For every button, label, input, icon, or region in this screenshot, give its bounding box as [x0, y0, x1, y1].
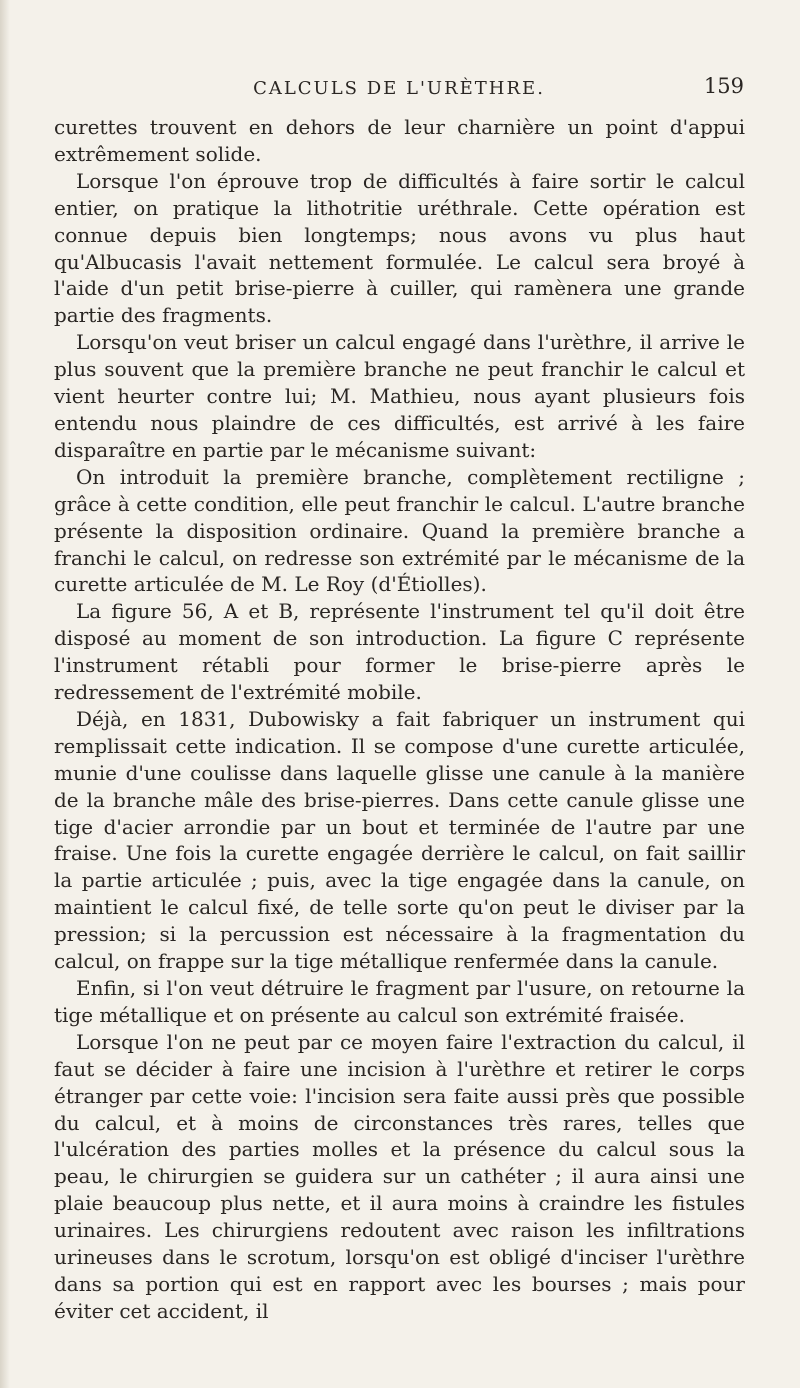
paragraph: Lorsque l'on éprouve trop de difficultés à faire sortir le calcul entier, on pratique la lithotritie uréthrale. Cette opération est connue depuis bien longtemps; nous avons vu plus haut qu'Albucasis l'avait nettement formulée. Le calcul sera broyé à l'aide d'un petit brise-pierre à cuiller, qui ramènera une grande partie des fragments.: [54, 168, 745, 328]
paragraph: La figure 56, A et B, représente l'instrument tel qu'il doit être disposé au moment de son introduction. La figure C représente l'instrument rétabli pour former le brise-pierre après le redressement de l'extrémité mobile.: [54, 599, 745, 705]
running-head: [54, 74, 744, 108]
page-edge: [0, 0, 10, 1388]
paragraph: curettes trouvent en dehors de leur charnière un point d'appui extrêmement solide.: [54, 115, 745, 166]
paragraph: Lorsqu'on veut briser un calcul engagé dans l'urèthre, il arrive le plus souvent que la première branche ne peut franchir le calcul et vient heurter contre lui; M. Mathieu, nous ayant plusieurs fois entendu nous plaindre de ces difficultés, est arrivé à les faire disparaître en partie par le mécanisme suivant:: [54, 330, 745, 462]
paragraph: On introduit la première branche, complètement rectiligne ; grâce à cette condition, elle peut franchir le calcul. L'autre branche présente la disposition ordinaire. Quand la première branche a franchi le calcul, on redresse son extrémité par le mécanisme de la curette articulée de M. Le Roy (d'Étiolles).: [54, 464, 745, 597]
paragraph: Déjà, en 1831, Dubowisky a fait fabriquer un instrument qui remplissait cette indication. Il se compose d'une curette articulée, munie d'une coulisse dans laquelle glisse une canule à la manière de la branche mâle des brise-pierres. Dans cette canule glisse une tige d'acier arrondie par un bout et terminée de l'autre par une fraise. Une fois la curette engagée derrière le calcul, on fait saillir la partie articulée ; puis, avec la tige engagée dans la canule, on maintient le calcul fixé, de telle sorte qu'on peut le diviser par la pression; si la percussion est nécessaire à la fragmentation du calcul, on frappe sur la tige métallique renfermée dans la canule.: [54, 706, 745, 974]
paragraph: Lorsque l'on ne peut par ce moyen faire l'extraction du calcul, il faut se décider à faire une incision à l'urèthre et retirer le corps étranger par cette voie: l'incision sera faite aussi près que possible du calcul, et à moins de circonstances très rares, telles que l'ulcération des parties molles et la présence du calcul sous la peau, le chirurgien se guidera sur un cathéter ; il aura ainsi une plaie beaucoup plus nette, et il aura moins à craindre les fistules urinaires. Les chirurgiens redoutent avec raison les infiltrations urineuses dans le scrotum, lorsqu'on est obligé d'inciser l'urèthre dans sa portion qui est en rapport avec les bourses ; mais pour éviter cet accident, il: [54, 1029, 745, 1323]
body-text: [54, 114, 745, 1325]
paragraph: Enfin, si l'on veut détruire le fragment par l'usure, on retourne la tige métallique et on présente au calcul son extrémité fraisée.: [54, 976, 745, 1027]
running-title: CALCULS DE L'URÈTHRE.: [253, 78, 545, 99]
page-number: 159: [703, 74, 744, 98]
